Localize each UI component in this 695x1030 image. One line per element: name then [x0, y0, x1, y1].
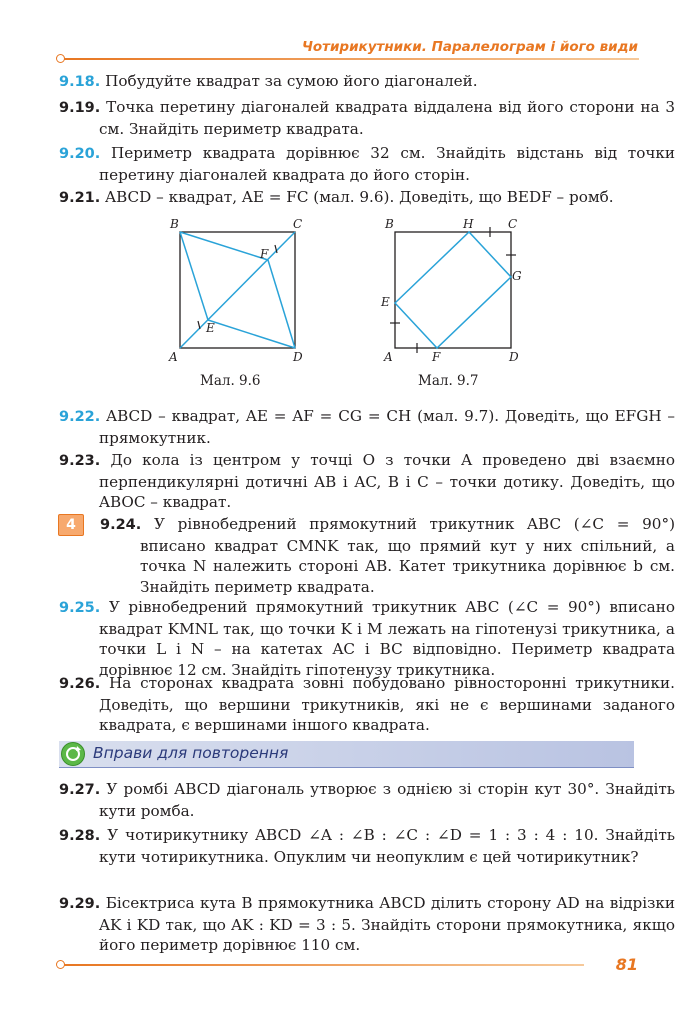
label-B: B [170, 217, 179, 231]
header-rule [64, 58, 639, 60]
problem-number: 9.22. [59, 409, 101, 425]
problem-number: 9.24. [100, 517, 142, 533]
section-header-bar [59, 741, 634, 768]
problem-9-20 [59, 143, 675, 185]
problem-number: 9.29. [59, 896, 101, 912]
problem-number: 9.19. [59, 100, 101, 116]
label-D: D [509, 350, 519, 364]
problem-number: 9.26. [59, 676, 101, 692]
problem-text: У рівнобедрений прямокутний трикутник ABC (∠C = 90°) вписано квадрат KMNL так, що точки K і M лежать на гіпотенузі трикутника, а точки L і N – на катетах AC і BC відповідно. Периметр квадрата дорівнює 12 см. Знайдіть гіпотенузу трикутника. [99, 598, 675, 679]
page-number: 81 [615, 955, 638, 974]
problem-number: 9.25. [59, 600, 101, 616]
repeat-cycle-icon [61, 742, 85, 766]
label-C: C [293, 217, 303, 231]
problem-9-24 [100, 514, 675, 597]
problem-text: У чотирикутнику ABCD ∠A : ∠B : ∠C : ∠D = 1 : 3 : 4 : 10. Знайдіть кути чотирикутника. Опуклим чи неопуклим є цей чотирикутник? [99, 826, 675, 866]
label-B: B [385, 217, 394, 231]
caption-9-6: Мал. 9.6 [200, 373, 261, 389]
problem-9-22 [59, 406, 675, 448]
problem-9-18 [59, 71, 675, 93]
problem-9-25 [59, 597, 675, 680]
problem-text: На сторонах квадрата зовні побудовано рівносторонні трикутники. Доведіть, що вершини трикутників, які не є вершинами заданого квадрата, є вершинами іншого квадрата. [99, 674, 675, 734]
problem-text: Точка перетину діагоналей квадрата віддалена від його сторони на 3 см. Знайдіть периметр квадрата. [99, 98, 675, 138]
problem-9-19 [59, 97, 675, 139]
problem-9-26 [59, 673, 675, 736]
label-A: A [169, 350, 178, 364]
problem-9-28 [59, 825, 675, 867]
problem-number: 9.18. [59, 74, 101, 90]
label-F: F [260, 247, 269, 261]
problem-number: 9.20. [59, 146, 101, 162]
label-D: D [293, 350, 303, 364]
footer-rule [64, 964, 584, 966]
caption-9-7: Мал. 9.7 [418, 373, 479, 389]
running-header: Чотирикутники. Паралелограм і його види [301, 39, 638, 55]
problem-number: 9.27. [59, 782, 101, 798]
figure-9-6 [165, 215, 315, 369]
problem-text: Периметр квадрата дорівнює 32 см. Знайдіть відстань від точки перетину діагоналей квадрата до його сторін. [99, 144, 676, 184]
problem-9-21 [59, 187, 675, 209]
problem-number: 9.21. [59, 190, 101, 206]
problem-number: 9.28. [59, 828, 101, 844]
problem-text: До кола із центром у точці O з точки A проведено дві взаємно перпендикулярні дотичні AB і AC, B і C – точки дотику. Доведіть, що ABOC – квадрат. [99, 451, 676, 511]
problem-text: Бісектриса кута B прямокутника ABCD ділить сторону AD на відрізки AK і KD так, що AK : KD = 3 : 5. Знайдіть сторони прямокутника, якщо його периметр дорівнює 110 см. [99, 894, 676, 954]
section-title: Вправи для повторення [93, 744, 289, 762]
label-F: F [432, 350, 441, 364]
problem-9-29 [59, 893, 675, 956]
problem-text: ABCD – квадрат, AE = FC (мал. 9.6). Доведіть, що BEDF – ромб. [105, 188, 614, 206]
figure-9-7 [380, 215, 530, 369]
label-C: C [508, 217, 518, 231]
problem-9-23 [59, 450, 675, 513]
label-A: A [384, 350, 393, 364]
problem-text: У рівнобедрений прямокутний трикутник ABC (∠C = 90°) вписано квадрат CMNK так, що прямий кут у них спільний, а точка N належить стороні AB. Катет трикутника дорівнює b см. Знайдіть периметр квадрата. [140, 515, 675, 596]
problem-text: Побудуйте квадрат за сумою його діагоналей. [105, 72, 478, 90]
label-E: E [206, 321, 215, 335]
problem-text: ABCD – квадрат, AE = AF = CG = CH (мал. 9.7). Доведіть, що EFGH – прямокутник. [99, 407, 676, 447]
problem-text: У ромбі ABCD діагональ утворює з однією зі сторін кут 30°. Знайдіть кути ромба. [99, 780, 675, 820]
label-G: G [512, 269, 522, 283]
problem-9-27 [59, 779, 675, 821]
problem-number: 9.23. [59, 453, 101, 469]
figure-9-6-drawing [165, 215, 315, 365]
figure-9-7-drawing [380, 215, 530, 365]
label-E: E [381, 295, 390, 309]
difficulty-level-badge: 4 [58, 514, 84, 536]
label-H: H [463, 217, 474, 231]
